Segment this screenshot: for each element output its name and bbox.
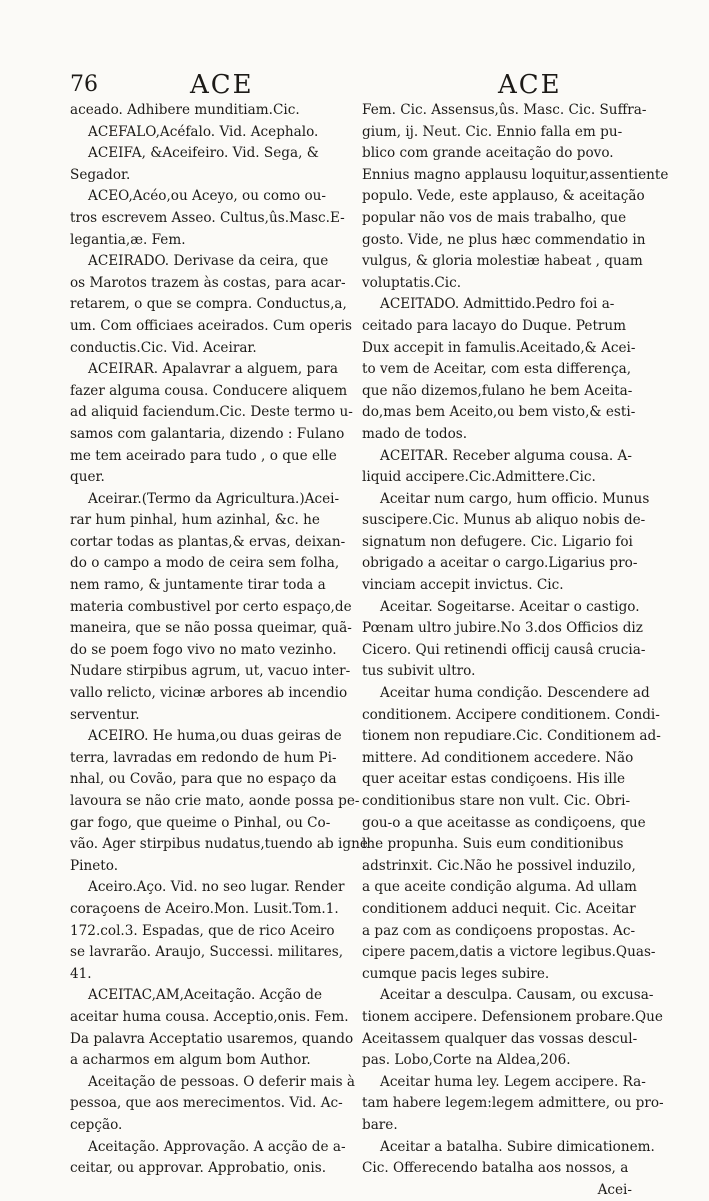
- text-line: conditionem adduci nequit. Cic. Aceitar: [362, 900, 636, 917]
- text-line: que não dizemos,fulano he bem Aceita-: [362, 382, 633, 399]
- text-line: lhe propunha. Suis eum conditionibus: [362, 836, 624, 853]
- text-line: vinciam accepit invictus. Cic.: [362, 577, 564, 594]
- text-line: tionem non repudiare.Cic. Conditionem ad-: [362, 728, 661, 745]
- text-line: do se poem fogo vivo no mato vezinho.: [70, 641, 337, 658]
- text-line: bare.: [362, 1116, 398, 1133]
- text-line: rar hum pinhal, hum azinhal, &c. he: [70, 512, 320, 529]
- text-line: quer.: [70, 469, 105, 486]
- text-line: Aceitar huma condição. Descendere ad: [380, 685, 650, 702]
- text-line: ACEFALO,Acéfalo. Vid. Acephalo.: [88, 123, 319, 140]
- text-line: vão. Ager stirpibus nudatus,tuendo ab igne: [70, 836, 368, 853]
- text-line: Aceitassem qualquer das vossas descul-: [362, 1030, 638, 1047]
- text-line: cepção.: [70, 1116, 123, 1133]
- text-line: mado de todos.: [362, 425, 468, 442]
- text-line: Da palavra Acceptatio usaremos, quando: [70, 1030, 354, 1047]
- text-line: Segador.: [70, 166, 131, 183]
- text-line: ACEIRO. He huma,ou duas geiras de: [88, 728, 342, 745]
- text-line: materia combustivel por certo espaço,de: [70, 598, 352, 615]
- text-line: conductis.Cic. Vid. Aceirar.: [70, 339, 257, 356]
- catchword: Acei-: [597, 1181, 632, 1198]
- text-line: to vem de Aceitar, com esta differença,: [362, 361, 632, 378]
- text-line: ceitado para lacayo do Duque. Petrum: [362, 317, 627, 334]
- text-line: nhal, ou Covão, para que no espaço da: [70, 771, 337, 788]
- text-line: Dux accepit in famulis.Aceitado,& Acei-: [362, 339, 636, 356]
- text-line: ACEITAC,AM,Aceitação. Acção de: [88, 987, 323, 1004]
- text-line: pas. Lobo,Corte na Aldea,206.: [362, 1052, 571, 1069]
- text-line: voluptatis.Cic.: [362, 274, 462, 291]
- text-line: 172.col.3. Espadas, que de rico Aceiro: [70, 922, 335, 939]
- text-line: pessoa, que aos merecimentos. Vid. Ac-: [70, 1095, 343, 1112]
- text-line: blico com grande aceitação do povo.: [362, 145, 614, 162]
- left-column: [70, 100, 368, 1180]
- text-line: Ennius magno applausu loquitur,assentiente: [362, 166, 669, 183]
- text-line: tus subivit ultro.: [362, 663, 476, 680]
- text-line: ad aliquid faciendum.Cic. Deste termo u-: [70, 404, 353, 421]
- text-line: ACEITADO. Admittido.Pedro foi a-: [380, 296, 615, 313]
- right-column: [362, 100, 669, 1201]
- text-line: signatum non defugere. Cic. Ligario foi: [362, 533, 633, 550]
- text-line: conditionibus stare non vult. Cic. Obri-: [362, 793, 631, 809]
- text-line: aceado. Adhibere munditiam.Cic.: [70, 102, 300, 118]
- text-line: um. Com officiaes aceirados. Cum operis: [70, 317, 353, 334]
- text-line: adstrinxit. Cic.Não he possivel induzilo,: [362, 857, 636, 874]
- text-line: serventur.: [70, 706, 140, 723]
- text-line: Aceirar.(Termo da Agricultura.)Acei-: [88, 490, 340, 507]
- text-line: maneira, que se não possa queimar, quã-: [70, 620, 352, 637]
- text-line: gium, ij. Neut. Cic. Ennio falla em pu-: [362, 123, 623, 140]
- text-line: Aceitar a desculpa. Causam, ou excusa-: [380, 987, 654, 1004]
- text-line: gou-o a que aceitasse as condiçoens, que: [362, 814, 646, 831]
- text-line: liquid accipere.Cic.Admittere.Cic.: [362, 469, 596, 486]
- text-line: Aceitar a batalha. Subire dimicationem.: [380, 1138, 655, 1155]
- text-line: gar fogo, que queime o Pinhal, ou Co-: [70, 814, 331, 831]
- text-line: aceitar huma cousa. Acceptio,onis. Fem.: [70, 1008, 349, 1025]
- page-number: 76: [70, 72, 98, 97]
- text-line: do,mas bem Aceito,ou bem visto,& esti-: [362, 404, 636, 421]
- text-line: Nudare stirpibus agrum, ut, vacuo inter-: [70, 663, 351, 680]
- text-line: popular não vos de mais trabalho, que: [362, 209, 627, 226]
- running-head-right: ACE: [498, 70, 562, 100]
- text-line: terra, lavradas em redondo de hum Pi-: [70, 749, 337, 766]
- text-line: quer aceitar estas condiçoens. His ille: [362, 771, 626, 788]
- text-line: Cic. Offerecendo batalha aos nossos, a: [362, 1160, 629, 1177]
- text-line: do o campo a modo de ceira sem folha,: [70, 555, 340, 572]
- text-line: Fem. Cic. Assensus,ûs. Masc. Cic. Suffra-: [362, 102, 647, 118]
- text-line: tam habere legem:legem admittere, ou pro-: [362, 1095, 664, 1112]
- running-head-left: ACE: [190, 70, 254, 100]
- text-line: legantia,æ. Fem.: [70, 231, 186, 248]
- text-line: conditionem. Accipere conditionem. Condi-: [362, 706, 660, 723]
- text-line: Aceiro.Aço. Vid. no seo lugar. Render: [88, 879, 345, 896]
- text-line: retarem, o que se compra. Conductus,a,: [70, 296, 347, 313]
- text-line: Pœnam ultro jubire.No 3.dos Officios diz: [362, 620, 643, 637]
- text-line: mittere. Ad conditionem accedere. Não: [362, 749, 634, 766]
- text-line: Pineto.: [70, 857, 119, 874]
- right-column-lines: [362, 100, 669, 1180]
- text-line: se lavrarão. Araujo, Successi. militares,: [70, 944, 344, 961]
- text-line: tros escrevem Asseo. Cultus,ûs.Masc.E-: [70, 209, 345, 226]
- text-line: suscipere.Cic. Munus ab aliquo nobis de-: [362, 512, 646, 529]
- text-line: ACEIRADO. Derivase da ceira, que: [88, 253, 329, 270]
- text-line: vallo relicto, vicinæ arbores ab incendio: [70, 685, 348, 702]
- text-line: cortar todas as plantas,& ervas, deixan-: [70, 533, 346, 550]
- text-line: gosto. Vide, ne plus hæc commendatio in: [362, 231, 646, 248]
- text-line: a que aceite condição alguma. Ad ullam: [362, 879, 637, 896]
- text-line: lavoura se não crie mato, aonde possa pe-: [70, 793, 360, 809]
- text-line: 41.: [70, 965, 92, 982]
- text-line: Aceitar num cargo, hum officio. Munus: [380, 490, 650, 507]
- text-line: ACEIRAR. Apalavrar a alguem, para: [88, 361, 338, 378]
- text-line: cumque pacis leges subire.: [362, 965, 550, 982]
- text-line: vulgus, & gloria molestiæ habeat , quam: [362, 253, 643, 270]
- text-line: coraçoens de Aceiro.Mon. Lusit.Tom.1.: [70, 900, 339, 917]
- text-line: Cicero. Qui retinendi officij causâ crucia-: [362, 641, 646, 658]
- text-line: Aceitar. Sogeitarse. Aceitar o castigo.: [380, 598, 640, 615]
- text-line: a paz com as condiçoens propostas. Ac-: [362, 922, 636, 939]
- text-line: os Marotos trazem às costas, para acar-: [70, 274, 346, 291]
- text-line: nem ramo, & juntamente tirar toda a: [70, 577, 326, 594]
- text-line: obrigado a aceitar o cargo.Ligarius pro-: [362, 555, 638, 572]
- text-line: ACEO,Acéo,ou Aceyo, ou como ou-: [88, 188, 327, 205]
- text-line: Aceitar huma ley. Legem accipere. Ra-: [380, 1073, 646, 1090]
- text-line: Aceitação. Approvação. A acção de a-: [88, 1138, 346, 1155]
- text-line: cipere pacem,datis a victore legibus.Quas-: [362, 944, 656, 961]
- text-line: Aceitação de pessoas. O deferir mais à: [88, 1073, 355, 1090]
- text-line: ceitar, ou approvar. Approbatio, onis.: [70, 1160, 327, 1177]
- text-line: ACEITAR. Receber alguma cousa. A-: [380, 447, 632, 464]
- text-line: populo. Vede, este applauso, & aceitação: [362, 188, 645, 205]
- text-line: a acharmos em algum bom Author.: [70, 1052, 311, 1069]
- text-line: fazer alguma cousa. Conducere aliquem: [70, 382, 348, 399]
- text-line: ACEIFA, &Aceifeiro. Vid. Sega, &: [88, 145, 319, 162]
- text-line: tionem accipere. Defensionem probare.Que: [362, 1008, 663, 1025]
- text-line: me tem aceirado para tudo , o que elle: [70, 447, 337, 464]
- text-line: samos com galantaria, dizendo : Fulano: [70, 425, 345, 442]
